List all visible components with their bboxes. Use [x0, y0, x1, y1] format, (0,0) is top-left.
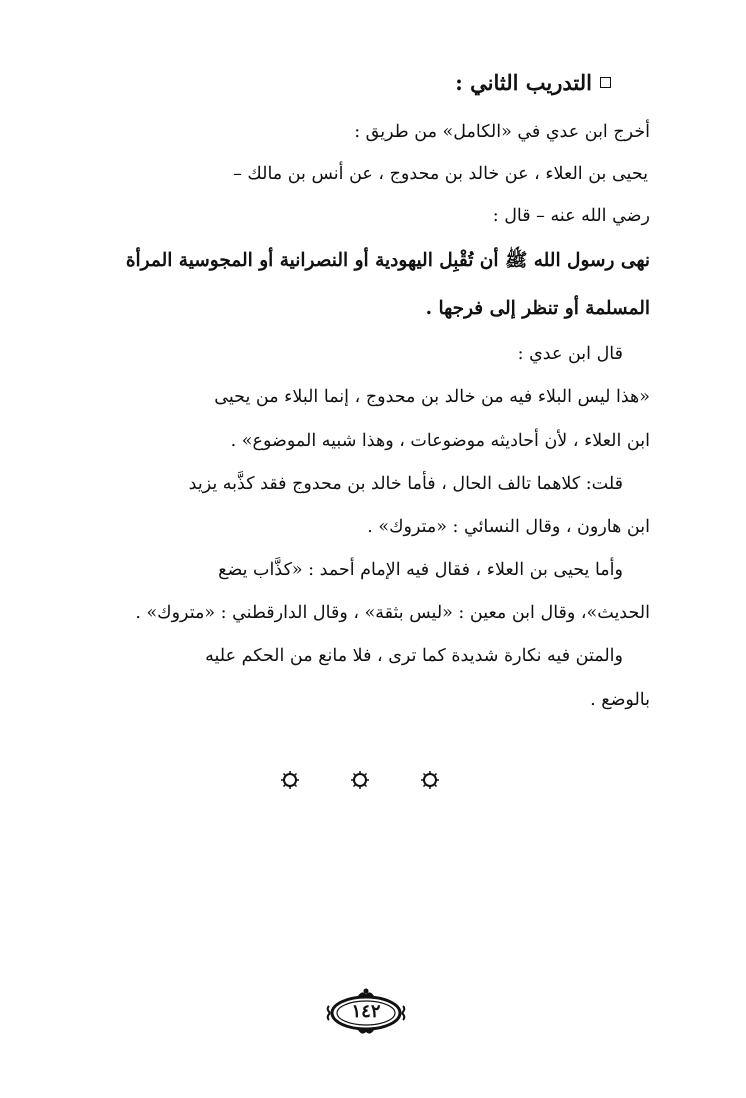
- square-bullet-icon: [600, 77, 611, 88]
- text-line-8: ابن العلاء ، لأن أحاديثه موضوعات ، وهذا شبيه الموضوع» .: [230, 431, 650, 451]
- text-line-2: يحيى بن العلاء ، عن خالد بن محدوج ، عن أنس بن مالك –: [233, 164, 648, 184]
- section-heading: [455, 70, 611, 95]
- page-number-frame: [326, 986, 406, 1036]
- ornament-star-icon: [420, 770, 440, 790]
- ornament-star-icon: [350, 770, 370, 790]
- section-title: التدريب الثاني :: [455, 70, 592, 95]
- hadith-line-2: المسلمة أو تنظر إلى فرجها .: [425, 298, 650, 319]
- page-number: ١٤٢: [351, 1001, 381, 1022]
- text-line-11: وأما يحيى بن العلاء ، فقال فيه الإمام أحمد : «كذَّاب يضع: [218, 560, 623, 580]
- text-line-14: بالوضع .: [590, 690, 650, 710]
- text-line-6: قال ابن عدي :: [517, 344, 623, 364]
- text-line-1: أخرج ابن عدي في «الكامل» من طريق :: [354, 122, 650, 142]
- text-line-10: ابن هارون ، وقال النسائي : «متروك» .: [367, 517, 650, 537]
- ornament-star-icon: [280, 770, 300, 790]
- hadith-line-1: نهى رسول الله ﷺ أن تُقْبِل اليهودية أو النصرانية أو المجوسية المرأة: [125, 250, 650, 271]
- text-line-9: قلت: كلاهما تالف الحال ، فأما خالد بن محدوج فقد كذَّبه يزيد: [188, 474, 623, 494]
- text-line-7: «هذا ليس البلاء فيه من خالد بن محدوج ، إنما البلاء من يحيى: [214, 387, 650, 407]
- text-line-12: الحديث»، وقال ابن معين : «ليس بثقة» ، وقال الدارقطني : «متروك» .: [135, 603, 650, 623]
- text-line-13: والمتن فيه نكارة شديدة كما ترى ، فلا مانع من الحكم عليه: [205, 646, 623, 666]
- section-separator: [280, 770, 440, 790]
- text-line-3: رضي الله عنه – قال :: [492, 206, 650, 226]
